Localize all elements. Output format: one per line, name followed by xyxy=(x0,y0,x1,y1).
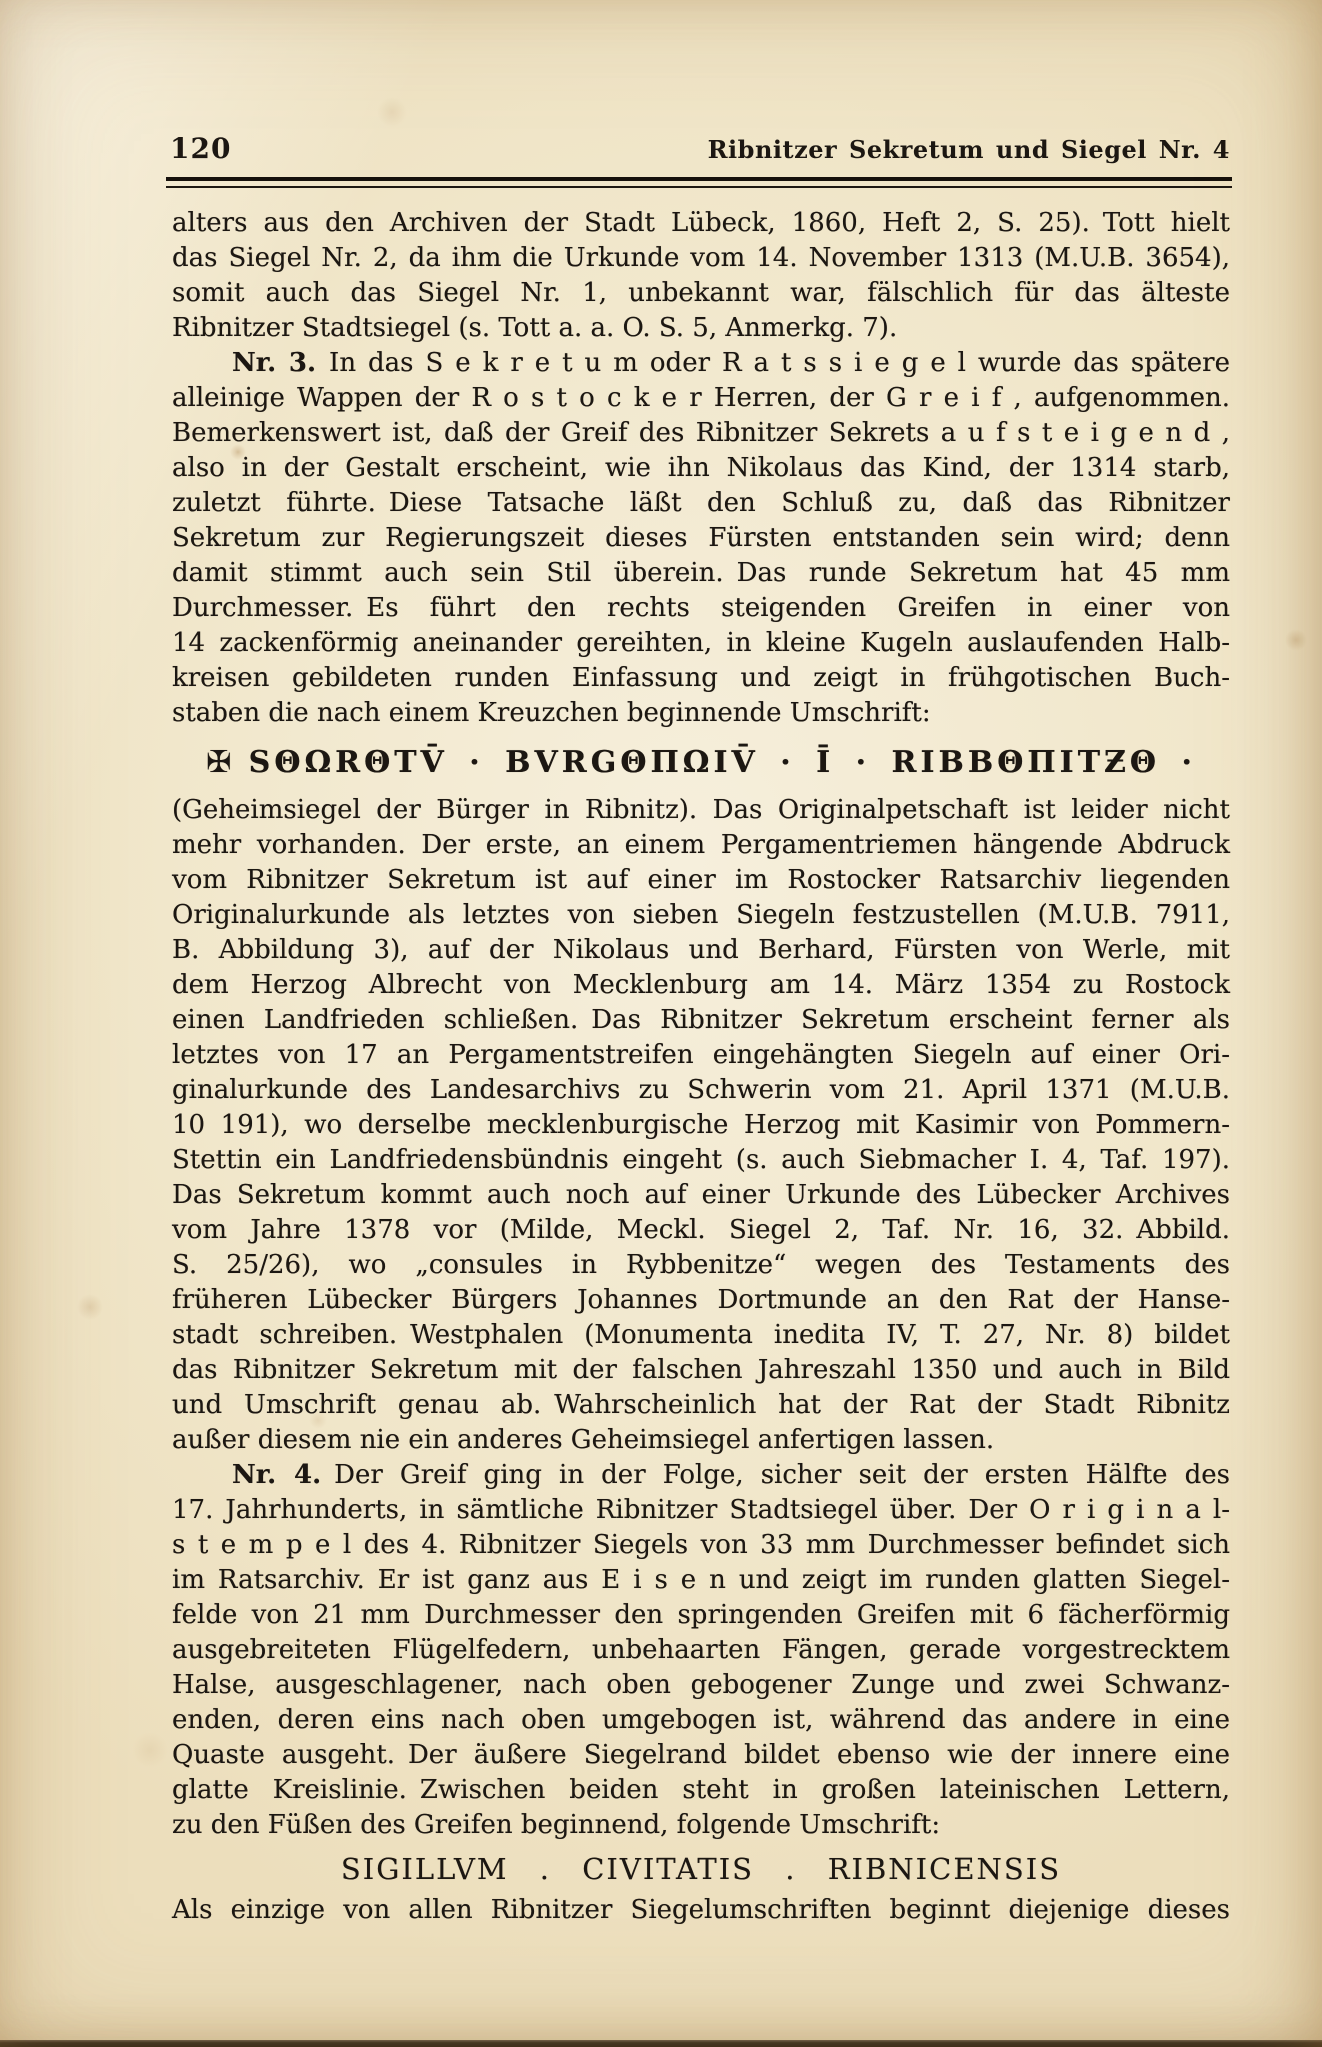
text-line: das Ribnitzer Sekretum mit der falschen Jahreszahl 1350 und auch in Bild xyxy=(172,1355,1230,1385)
text-line: zu den Füßen des Greifen beginnend, folgende Umschrift: xyxy=(172,1810,941,1840)
inscription-text: SΘΩRΘΤV̄ · BVRGΘΠΩIV̄ · Ī · RIBBΘΠIΤƵΘ · xyxy=(248,745,1196,780)
paragraph-number-bold: Nr. 3. xyxy=(232,348,317,378)
text-line: Ribnitzer Stadtsiegel (s. Tott a. a. O. S. 5, Anmerkg. 7). xyxy=(172,313,898,343)
page-number: 120 xyxy=(170,132,232,165)
text-line: dem Herzog Albrecht von Mecklenburg am 14. März 1354 zu Rostock xyxy=(172,970,1230,1000)
text-line: das Siegel Nr. 2, da ihm die Urkunde vom 14. November 1313 (M.U.B. 3654), xyxy=(172,243,1230,273)
text-line xyxy=(172,346,1230,381)
text-line: mehr vorhanden. Der erste, an einem Pergamentriemen hängende Abdruck xyxy=(172,830,1230,860)
text-line: vom Jahre 1378 vor (Milde, Meckl. Siegel 2, Taf. Nr. 16, 32. Abbild. xyxy=(172,1215,1230,1245)
text-line: letztes von 17 an Pergamentstreifen eingehängten Siegeln auf einer Ori- xyxy=(172,1040,1230,1070)
text-line: stadt schreiben. Westphalen (Monumenta inedita IV, T. 27, Nr. 8) bildet xyxy=(172,1320,1230,1350)
text-line: Sekretum zur Regierungszeit dieses Fürsten entstanden sein wird; denn xyxy=(172,523,1230,553)
paragraph xyxy=(172,1893,1230,1928)
text-line: 10 191), wo derselbe mecklenburgische Herzog mit Kasimir von Pommern- xyxy=(172,1110,1230,1140)
text-line: zuletzt führte. Diese Tatsache läßt den Schluß zu, daß das Ribnitzer xyxy=(172,488,1230,518)
paragraph-number-bold: Nr. 4. xyxy=(232,1460,322,1490)
text-line: früheren Lübecker Bürgers Johannes Dortmunde an den Rat der Hanse- xyxy=(172,1285,1230,1315)
text-line: alters aus den Archiven der Stadt Lübeck, 1860, Heft 2, S. 25). Tott hielt xyxy=(172,208,1230,238)
page-header xyxy=(170,132,1230,165)
text-line: vom Ribnitzer Sekretum ist auf einer im Rostocker Ratsarchiv liegenden xyxy=(172,865,1230,895)
text-line: Quaste ausgeht. Der äußere Siegelrand bildet ebenso wie der innere eine xyxy=(172,1740,1230,1770)
text-run: Der Greif ging in der Folge, sicher seit der ersten Hälfte des xyxy=(321,1460,1231,1490)
text-line: staben die nach einem Kreuzchen beginnende Umschrift: xyxy=(172,698,931,728)
text-line: Bemerkenswert ist, daß der Greif des Ribnitzer Sekrets a u f s t e i g e n d , xyxy=(172,418,1230,448)
text-line: enden, deren eins nach oben umgebogen ist, während das andere in eine xyxy=(172,1705,1230,1735)
text-line: ginalurkunde des Landesarchivs zu Schwerin vom 21. April 1371 (M.U.B. xyxy=(172,1075,1230,1105)
text-line: s t e m p e l des 4. Ribnitzer Siegels von 33 mm Durchmesser befindet sich xyxy=(172,1530,1230,1560)
text-block xyxy=(172,206,1230,1928)
text-line: Als einzige von allen Ribnitzer Siegelumschriften beginnt diejenige dieses xyxy=(172,1895,1230,1925)
scan-edge-strip xyxy=(0,2040,1322,2047)
maltese-cross-icon: ✠ xyxy=(206,745,249,780)
text-line: alleinige Wappen der R o s t o c k e r Herren, der G r e i f , aufgenommen. xyxy=(172,383,1230,413)
text-line: somit auch das Siegel Nr. 1, unbekannt war, fälschlich für das älteste xyxy=(172,278,1230,308)
text-line: (Geheimsiegel der Bürger in Ribnitz). Das Originalpetschaft ist leider nicht xyxy=(172,795,1230,825)
text-line: Halse, ausgeschlagener, nach oben gebogener Zunge und zwei Schwanz- xyxy=(172,1670,1230,1700)
text-line: B. Abbildung 3), auf der Nikolaus und Berhard, Fürsten von Werle, mit xyxy=(172,935,1230,965)
text-line xyxy=(172,1458,1230,1493)
gothic-seal-inscription xyxy=(172,740,1230,786)
text-line: Durchmesser. Es führt den rechts steigenden Greifen in einer von xyxy=(172,593,1230,623)
text-line: Stettin ein Landfriedensbündnis eingeht (s. auch Siebmacher I. 4, Taf. 197). xyxy=(172,1145,1230,1175)
text-line: ausgebreiteten Flügelfedern, unbehaarten Fängen, gerade vorgestrecktem xyxy=(172,1635,1230,1665)
text-line: 17. Jahrhunderts, in sämtliche Ribnitzer Stadtsiegel über. Der O r i g i n a l- xyxy=(172,1495,1230,1525)
paragraph xyxy=(172,206,1230,346)
text-line: außer diesem nie ein anderes Geheimsiegel anfertigen lassen. xyxy=(172,1425,995,1455)
paragraph xyxy=(172,793,1230,1458)
text-line: Originalurkunde als letztes von sieben Siegeln festzustellen (M.U.B. 7911, xyxy=(172,900,1230,930)
text-line: einen Landfrieden schließen. Das Ribnitzer Sekretum erscheint ferner als xyxy=(172,1005,1230,1035)
latin-seal-inscription: SIGILLVM . CIVITATIS . RIBNICENSIS xyxy=(340,1852,1062,1886)
header-double-rule xyxy=(166,177,1232,188)
text-line: Das Sekretum kommt auch noch auf einer Urkunde des Lübecker Archives xyxy=(172,1180,1230,1210)
text-line: S. 25/26), wo „consules in Rybbenitze“ wegen des Testaments des xyxy=(172,1250,1230,1280)
text-line: also in der Gestalt erscheint, wie ihn Nikolaus das Kind, der 1314 starb, xyxy=(172,453,1230,483)
text-line: glatte Kreislinie. Zwischen beiden steht in großen lateinischen Lettern, xyxy=(172,1775,1230,1805)
text-line: kreisen gebildeten runden Einfassung und zeigt in frühgotischen Buch- xyxy=(172,663,1230,693)
paragraph xyxy=(172,1458,1230,1843)
text-line: felde von 21 mm Durchmesser den springenden Greifen mit 6 fächerförmig xyxy=(172,1600,1230,1630)
text-line: im Ratsarchiv. Er ist ganz aus E i s e n und zeigt im runden glatten Siegel- xyxy=(172,1565,1230,1595)
text-line: und Umschrift genau ab. Wahrscheinlich hat der Rat der Stadt Ribnitz xyxy=(172,1390,1230,1420)
text-line: damit stimmt auch sein Stil überein. Das runde Sekretum hat 45 mm xyxy=(172,558,1230,588)
text-run: In das S e k r e t u m oder R a t s s i e g e l wurde das spätere xyxy=(316,348,1230,378)
running-title: Ribnitzer Sekretum und Siegel Nr. 4 xyxy=(707,135,1230,164)
text-line: 14 zackenförmig aneinander gereihten, in kleine Kugeln auslaufenden Halb- xyxy=(172,628,1230,658)
paragraph xyxy=(172,346,1230,731)
